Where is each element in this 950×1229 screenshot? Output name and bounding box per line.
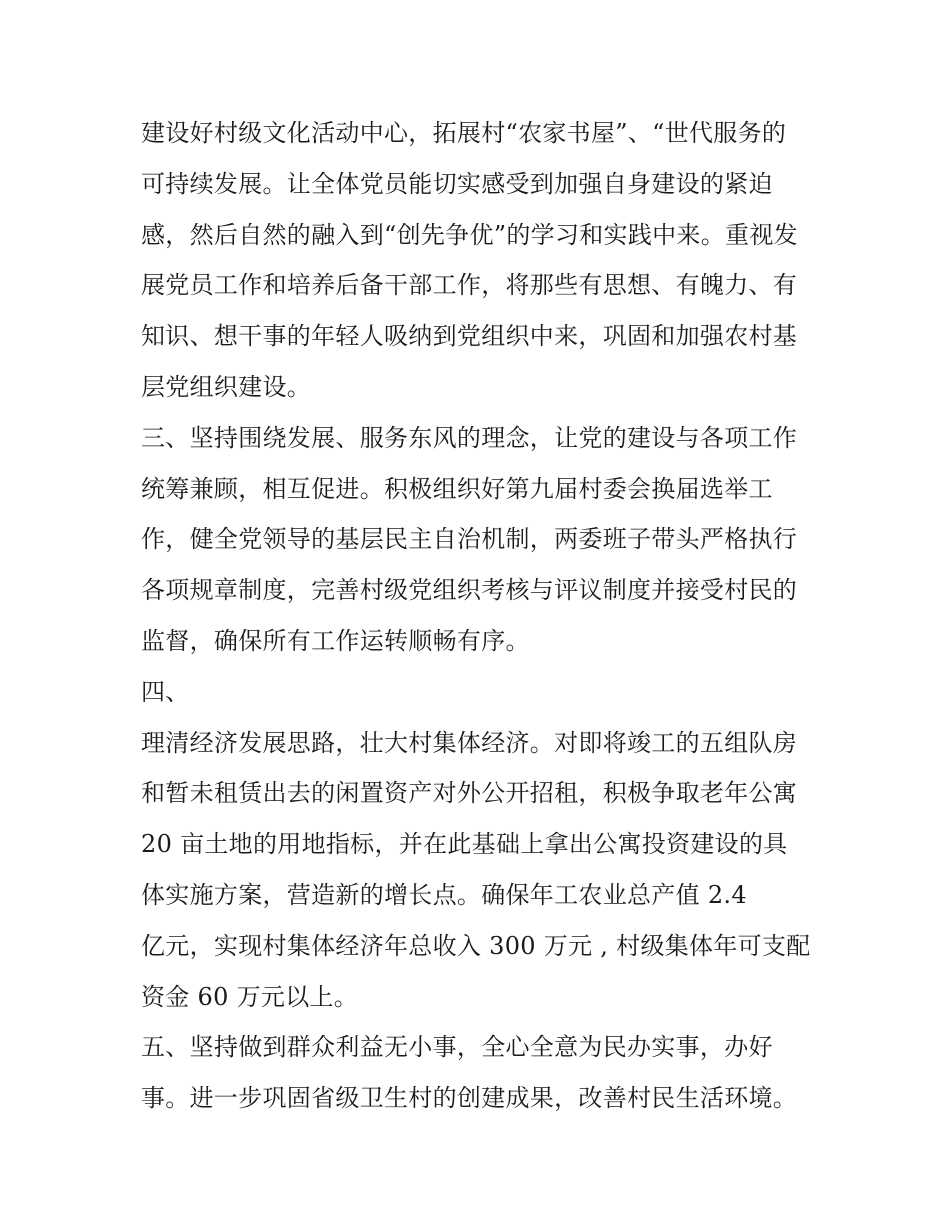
section-four-heading: 四、 (141, 677, 190, 706)
text-line: 监督，确保所有工作运转顺畅有序。 (141, 626, 530, 655)
text-line: 资金 60 万元以上。 (141, 982, 359, 1011)
text-line: 和暂未租赁出去的闲置资产对外公开招租，积极争取老年公寓 (141, 779, 798, 808)
document-body (141, 108, 821, 1124)
text-line: 建设好村级文化活动中心，拓展村“农家书屋”、“世代服务的 (141, 119, 787, 147)
text-line: 20 亩土地的用地指标，并在此基础上拿出公寓投资建设的具 (141, 830, 788, 859)
text-line: 可持续发展。让全体党员能切实感受到加强自身建设的紧迫 (141, 169, 773, 198)
text-line: 统筹兼顾，相互促进。积极组织好第九届村委会换届选举工 (141, 474, 773, 503)
section-three-heading-line: 三、坚持围绕发展、服务东风的理念，让党的建设与各项工作 (141, 423, 798, 452)
text-line: 各项规章制度，完善村级党组织考核与评议制度并接受村民的 (141, 576, 798, 605)
text-line: 作，健全党领导的基层民主自治机制，两委班子带头严格执行 (141, 525, 798, 554)
text-line: 层党组织建设。 (141, 372, 312, 401)
text-line: 事。进一步巩固省级卫生村的创建成果，改善村民生活环境。 (141, 1084, 798, 1113)
text-line: 理清经济发展思路，壮大村集体经济。对即将竣工的五组队房 (141, 728, 798, 757)
text-line: 感，然后自然的融入到“创先争优”的学习和实践中来。重视发 (141, 220, 798, 249)
text-line: 展党员工作和培养后备干部工作，将那些有思想、有魄力、有 (141, 271, 798, 300)
section-five-heading-line: 五、坚持做到群众利益无小事，全心全意为民办实事，办好 (141, 1033, 773, 1062)
text-line: 亿元，实现村集体经济年总收入 300 万元 , 村级集体年可支配 (141, 931, 811, 960)
text-line: 体实施方案，营造新的增长点。确保年工农业总产值 2.4 (141, 880, 747, 909)
text-line: 知识、想干事的年轻人吸纳到党组织中来，巩固和加强农村基 (141, 322, 798, 351)
